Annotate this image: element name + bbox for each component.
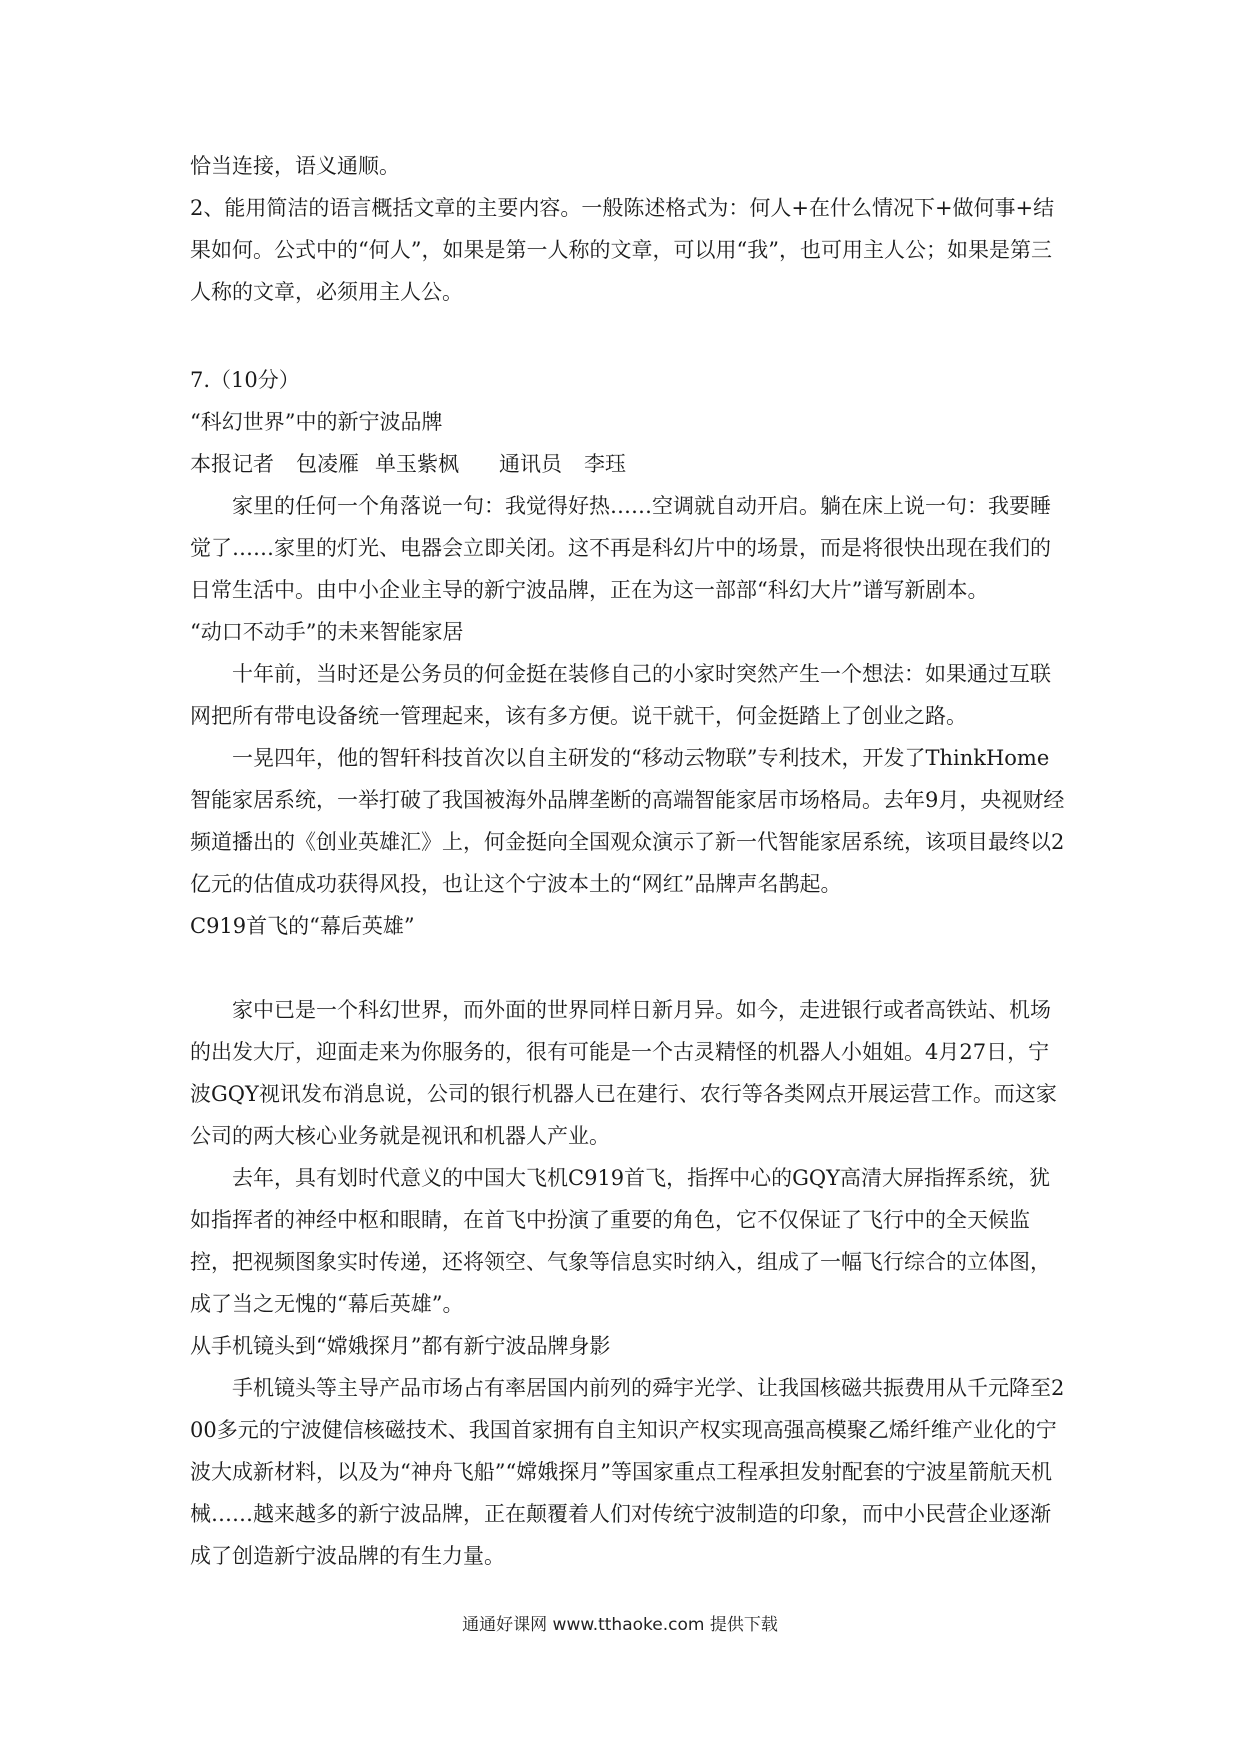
- article-paragraph: 去年，具有划时代意义的中国大飞机C919首飞，指挥中心的GQY高清大屏指挥系统，犹如指挥者的神经中枢和眼睛，在首飞中扮演了重要的角色，它不仅保证了飞行中的全天候监控，把视频图象实时传递，还将领空、气象等信息实时纳入，组成了一幅飞行综合的立体图，成了当之无愧的“幕后英雄”。: [190, 1166, 1051, 1316]
- question-label: 7.（10分）: [190, 368, 300, 392]
- article-byline: [190, 443, 1066, 485]
- byline-correspondent-name: 李珏: [584, 452, 626, 476]
- paragraph-intro-tail: 恰当连接，语义通顺。: [190, 154, 400, 178]
- article-subheading: C919首飞的“幕后英雄”: [190, 914, 415, 938]
- article-paragraph: 一晃四年，他的智轩科技首次以自主研发的“移动云物联”专利技术，开发了ThinkHome智能家居系统，一举打破了我国被海外品牌垄断的高端智能家居市场格局。去年9月，央视财经频道播出的《创业英雄汇》上，何金挺向全国观众演示了新一代智能家居系统，该项目最终以2亿元的估值成功获得风投，也让这个宁波本土的“网红”品牌声名鹊起。: [190, 746, 1065, 896]
- article-title: “科幻世界”中的新宁波品牌: [190, 410, 443, 434]
- spacer: [190, 947, 1066, 989]
- byline-reporter-role: 本报记者: [190, 452, 274, 476]
- byline-correspondent-role: 通讯员: [499, 452, 562, 476]
- article-subheading: “动口不动手”的未来智能家居: [190, 620, 464, 644]
- page-footer: 通通好课网 www.tthaoke.com 提供下载: [462, 1615, 778, 1635]
- paragraph-summary-method: 2、能用简洁的语言概括文章的主要内容。一般陈述格式为：何人+在什么情况下+做何事+结果如何。公式中的“何人”，如果是第一人称的文章，可以用“我”，也可用主人公；如果是第三人称的文章，必须用主人公。: [190, 196, 1055, 304]
- article-paragraph: 家中已是一个科幻世界，而外面的世界同样日新月异。如今，走进银行或者高铁站、机场的出发大厅，迎面走来为你服务的，很有可能是一个古灵精怪的机器人小姐姐。4月27日，宁波GQY视讯发布消息说，公司的银行机器人已在建行、农行等各类网点开展运营工作。而这家公司的两大核心业务就是视讯和机器人产业。: [190, 998, 1057, 1148]
- spacer: [190, 313, 1066, 359]
- article-paragraph: 十年前，当时还是公务员的何金挺在装修自己的小家时突然产生一个想法：如果通过互联网把所有带电设备统一管理起来，该有多方便。说干就干，何金挺踏上了创业之路。: [190, 662, 1051, 728]
- document-body: [190, 145, 1066, 1577]
- byline-reporter-name: 包凌雁: [296, 452, 359, 476]
- byline-reporter-name: 单玉紫枫: [375, 452, 459, 476]
- article-paragraph: 家里的任何一个角落说一句：我觉得好热……空调就自动开启。躺在床上说一句：我要睡觉了……家里的灯光、电器会立即关闭。这不再是科幻片中的场景，而是将很快出现在我们的日常生活中。由中小企业主导的新宁波品牌，正在为这一部部“科幻大片”谱写新剧本。: [190, 494, 1051, 602]
- article-paragraph: 手机镜头等主导产品市场占有率居国内前列的舜宇光学、让我国核磁共振费用从千元降至200多元的宁波健信核磁技术、我国首家拥有自主知识产权实现高强高模聚乙烯纤维产业化的宁波大成新材料，以及为“神舟飞船”“嫦娥探月”等国家重点工程承担发射配套的宁波星箭航天机械……越来越多的新宁波品牌，正在颠覆着人们对传统宁波制造的印象，而中小民营企业逐渐成了创造新宁波品牌的有生力量。: [190, 1376, 1065, 1568]
- article-subheading: 从手机镜头到“嫦娥探月”都有新宁波品牌身影: [190, 1334, 611, 1358]
